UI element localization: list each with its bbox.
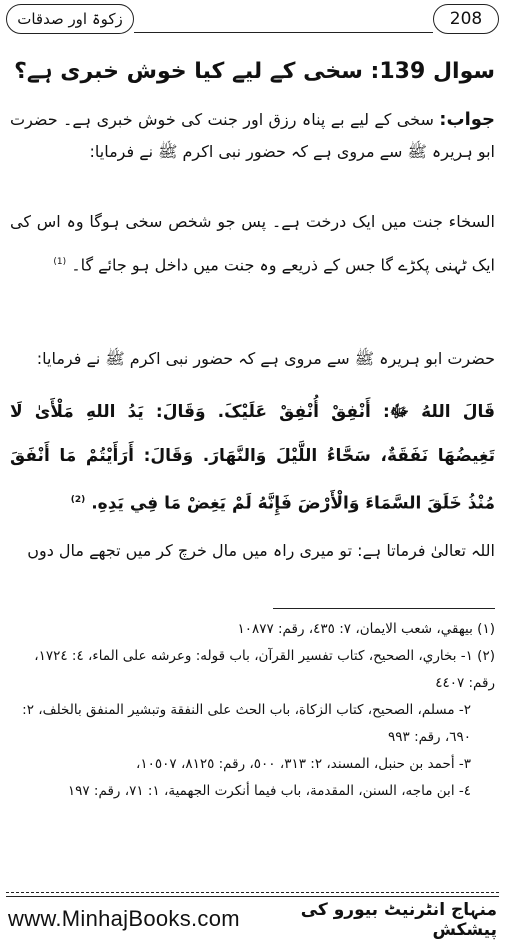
footer-rule bbox=[6, 896, 499, 897]
quote-line: اللہ تعالیٰ فرماتا ہے: تو میری راہ میں مال خرچ کر میں تجھے مال دوں bbox=[27, 541, 495, 560]
hadith-translation-1 bbox=[10, 202, 495, 285]
answer-text: سخی کے لیے بے پناہ رزق اور جنت کی خوش خبری ہے۔ حضرت ابو ہریرہ ﷺ سے مروی ہے کہ حضور نبی اکرم ﷺ نے فرمایا: bbox=[10, 110, 495, 161]
publisher-credit: منہاج انٹرنیٹ بیورو کی پیشکش bbox=[300, 899, 497, 940]
footnote-2-ref-2: ٢- مسلم، الصحيح، كتاب الزكاة، باب الحث على النفقة وتبشير المنفق بالخلف، ٢: ٦٩٠، رقم: ٩٩٣ bbox=[22, 702, 471, 745]
footnote-2-ref-4: ٤- ابن ماجه، السنن، المقدمة، باب فيما أنكرت الجهمية، ١: ٧١، رقم: ١٩٧ bbox=[67, 783, 471, 799]
website-link[interactable]: www.MinhajBooks.com bbox=[8, 906, 240, 931]
footnote-divider bbox=[273, 608, 495, 609]
arabic-hadith bbox=[10, 390, 495, 526]
narration-intro: حضرت ابو ہریرہ ﷺ سے مروی ہے کہ حضور نبی اکرم ﷺ نے فرمایا: bbox=[36, 349, 495, 368]
footer-dashed-rule bbox=[6, 892, 499, 893]
page-footer bbox=[8, 900, 497, 938]
footnote-2-ref-3: ٣- أحمد بن حنبل، المسند، ٢: ٣١٣، ٥٠٠، رقم: ٨١٢٥، ١٠٥٠٧، bbox=[136, 756, 471, 772]
footnotes bbox=[10, 616, 495, 805]
footnote-1: (١) بيهقي، شعب الايمان، ٧: ٤٣٥، رقم: ١٠٨٧٧ bbox=[237, 621, 495, 637]
answer-paragraph bbox=[10, 104, 495, 168]
footnote-marker-2: (2) bbox=[70, 495, 86, 505]
answer-label: جواب: bbox=[439, 109, 496, 130]
chapter-title: زکوۃ اور صدقات bbox=[6, 4, 134, 34]
footnote-marker-1: (1) bbox=[53, 257, 67, 267]
question-heading: سوال 139: سخی کے لیے کیا خوش خبری ہے؟ bbox=[14, 59, 495, 84]
page-number: 208 bbox=[433, 4, 499, 34]
footnote-2: (٢) ١- بخاري، الصحيح، كتاب تفسير القرآن، باب قوله: وعرشه على الماء، ٤: ١٧٢٤، رقم: ٤٤٠٧ bbox=[34, 648, 495, 691]
arabic-hadith-text: قَالَ اللهُ ﷻ: أَنْفِقْ أُنْفِقْ عَلَيْکَ. وَقَالَ: يَدُ اللهِ مَلْأَىٰ لَا تَغِيضُهَا نَفَقَةٌ، سَحَّاءُ اللَّيْلَ وَالنَّهَارَ. وَقَالَ: أَرَأَيْتُمْ مَا أَنْفَقَ مُنْذُ خَلَقَ السَّمَاءَ وَالْأَرْضَ فَإِنَّهُ لَمْ يَغِضْ مَا فِي يَدِهِ. bbox=[10, 402, 495, 514]
header-divider bbox=[134, 32, 433, 33]
page-header bbox=[6, 4, 499, 38]
hadith-1-text: السخاء جنت میں ایک درخت ہے۔ پس جو شخص سخی ہوگا وہ اس کی ایک ٹہنی پکڑے گا جس کے ذریعے وہ جنت میں داخل ہو جائے گا۔ bbox=[10, 212, 495, 275]
